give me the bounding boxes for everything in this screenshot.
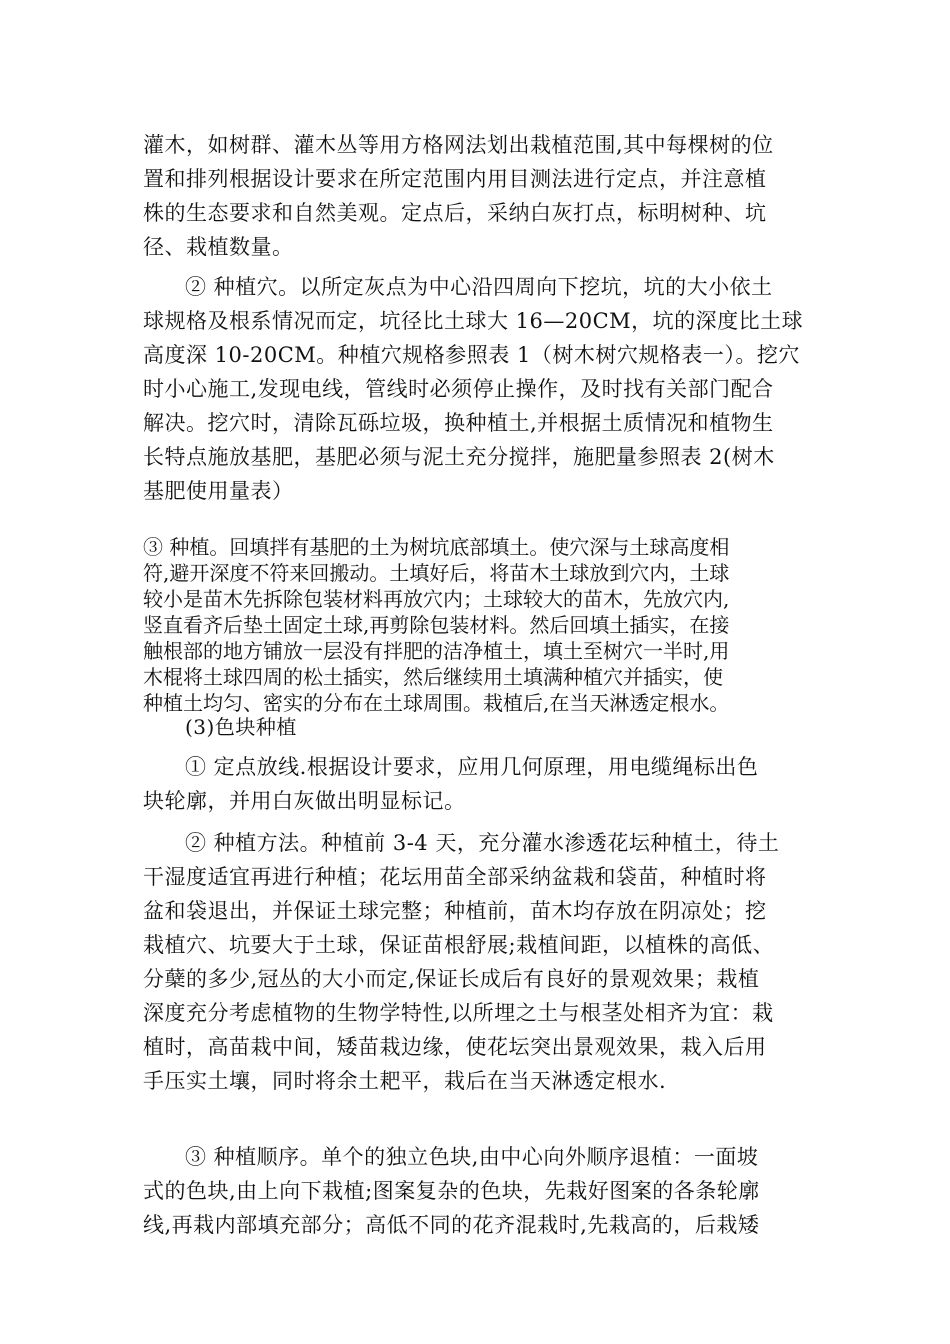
- text-line: 深度充分考虑植物的生物学特性,以所埋之土与根茎处相齐为宜：栽: [143, 1001, 774, 1025]
- text-line: 符,避开深度不符来回搬动。土填好后，将苗木土球放到穴内，土球: [143, 561, 730, 585]
- text-line: 干湿度适宜再进行种植；花坛用苗全部采纳盆栽和袋苗，种植时将: [143, 865, 767, 889]
- text-line: 置和排列根据设计要求在所定范围内用目测法进行定点，并注意植: [143, 167, 767, 191]
- text-line: 长特点施放基肥，基肥必须与泥土充分搅拌，施肥量参照表 2(树木: [143, 445, 775, 469]
- paragraph-planting: [143, 534, 813, 716]
- text-line: 解决。挖穴时，清除瓦砾垃圾，换种植土,并根据土质情况和植物生: [143, 411, 774, 435]
- text-line: 种植土均匀、密实的分布在土球周围。栽植后,在当天淋透定根水。: [143, 691, 730, 715]
- paragraph-layout-marking: [143, 750, 813, 818]
- text-line: ③ 种植顺序。单个的独立色块,由中心向外顺序退植：一面坡: [185, 1145, 759, 1169]
- text-line: 球规格及根系情况而定，坑径比土球大 16—20CM，坑的深度比土球: [143, 309, 804, 333]
- section-heading-color-block: [143, 714, 813, 740]
- text-line: ① 定点放线.根据设计要求，应用几何原理，用电缆绳标出色: [185, 755, 759, 779]
- text-line: 木棍将土球四周的松土插实，然后继续用土填满种植穴并插实，使: [143, 665, 723, 689]
- text-line: 盆和袋退出，并保证土球完整；种植前，苗木均存放在阴凉处；挖: [143, 899, 767, 923]
- text-line: 分蘖的多少,冠丛的大小而定,保证长成后有良好的景观效果；栽植: [143, 967, 760, 991]
- text-line: 块轮廓，并用白灰做出明显标记。: [143, 789, 466, 813]
- text-line: 植时，高苗栽中间，矮苗栽边缘，使花坛突出景观效果，栽入后用: [143, 1035, 767, 1059]
- text-line: 时小心施工,发现电线，管线时必须停止操作，及时找有关部门配合: [143, 377, 774, 401]
- paragraph-planting-order: [143, 1140, 813, 1242]
- text-line: 基肥使用量表）: [143, 479, 294, 503]
- text-line: 径、栽植数量。: [143, 235, 294, 259]
- paragraph-planting-method: [143, 826, 813, 1098]
- text-line: 触根部的地方铺放一层没有拌肥的洁净植土，填土至树穴一半时,用: [143, 639, 730, 663]
- paragraph-tree-positioning: [143, 128, 813, 264]
- paragraph-planting-hole: [143, 270, 813, 508]
- text-line: 栽植穴、坑要大于土球，保证苗根舒展;栽植间距，以植株的高低、: [143, 933, 775, 957]
- text-line: ② 种植方法。种植前 3-4 天，充分灌水渗透花坛种植土，待土: [185, 831, 780, 855]
- text-line: 灌木，如树群、灌木丛等用方格网法划出栽植范围,其中每棵树的位: [143, 133, 774, 157]
- text-line: (3)色块种植: [185, 715, 297, 739]
- text-line: 手压实土壤，同时将余土耙平，栽后在当天淋透定根水.: [143, 1069, 667, 1093]
- text-line: 株的生态要求和自然美观。定点后，采纳白灰打点，标明树种、坑: [143, 201, 767, 225]
- text-line: 竖直看齐后垫土固定土球,再剪除包装材料。然后回填土插实，在接: [143, 613, 730, 637]
- text-line: 线,再栽内部填充部分；高低不同的花齐混栽时,先栽高的，后栽矮: [143, 1213, 760, 1237]
- text-line: 高度深 10-20CM。种植穴规格参照表 1（树木树穴规格表一）。挖穴: [143, 343, 800, 367]
- text-line: 式的色块,由上向下栽植;图案复杂的色块，先栽好图案的各条轮廓: [143, 1179, 760, 1203]
- text-line: ② 种植穴。以所定灰点为中心沿四周向下挖坑，坑的大小依土: [185, 275, 773, 299]
- text-line: 较小是苗木先拆除包装材料再放穴内；土球较大的苗木，先放穴内,: [143, 587, 730, 611]
- text-line: ③ 种植。回填拌有基肥的土为树坑底部填土。使穴深与土球高度相: [143, 535, 730, 559]
